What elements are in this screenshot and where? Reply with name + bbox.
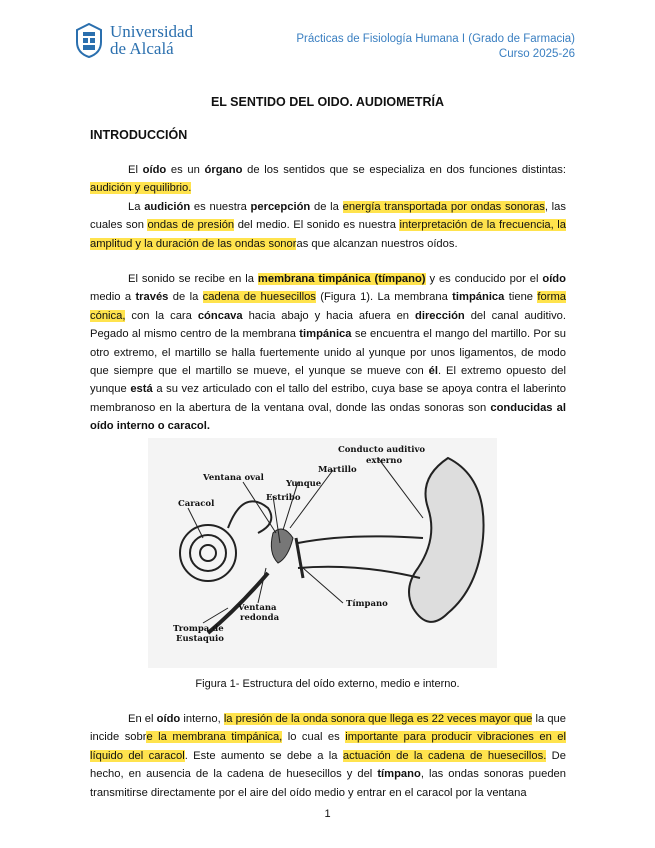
university-name-line2: de Alcalá (110, 39, 174, 58)
label-martillo: Martillo (318, 465, 357, 475)
ear-anatomy-figure (148, 438, 497, 668)
page-number: 1 (324, 808, 331, 820)
course-line: Prácticas de Fisiología Humana I (Grado de Farmacia) (296, 33, 575, 45)
paragraph-1: El oído es un órgano de los sentidos que se especializa en dos funciones distintas: audición y equilibrio. (90, 164, 566, 195)
label-ventana-redonda-2: redonda (240, 613, 280, 623)
label-externo: externo (366, 456, 403, 466)
label-trompa-2: Eustaquio (176, 634, 224, 644)
highlight: importante para producir vibraciones en el líquido del caracol (90, 731, 566, 762)
label-conducto: Conducto auditivo (338, 445, 426, 455)
paragraph-3-block (90, 270, 566, 436)
paragraph-4-block (90, 710, 566, 802)
label-caracol: Caracol (178, 499, 215, 509)
section-heading: INTRODUCCIÓN (90, 128, 188, 142)
label-timpano: Tímpano (346, 599, 388, 609)
highlight: energía transportada por ondas sonoras (342, 200, 545, 213)
highlight: membrana timpánica (tímpano) (257, 273, 426, 285)
document-title: EL SENTIDO DEL OIDO. AUDIOMETRÍA (210, 95, 445, 109)
highlight: e la membrana timpánica, (146, 731, 283, 744)
paragraph-3: El sonido se recibe en la membrana timpánica (tímpano) y es conducido por el oído medio a través de la cadena de huesecillos (Figura 1). La membrana timpánica tiene forma cónica, con la cara cóncava hacia abajo y hacia afuera en dirección del canal auditivo. Pegado al mismo centro de la membrana timpánica se encuentra el mango del martillo. Por su otro extremo, el martillo se halla fuertemente unido al yunque por unos ligamentos, de modo que siempre que el martillo se mueve, el yunque se mueve con él. El extremo opuesto del yunque está a su vez articulado con el tallo del estribo, cuya base se apoya contra el laberinto membranoso en la abertura de la ventana oval, donde las ondas sonoras son conducidas al oído interno o caracol. (90, 273, 567, 433)
paragraph-2: La audición es nuestra percepción de la energía transportada por ondas sonoras, las cuales son ondas de presión del medio. El sonido es nuestra interpretación de la frecuencia, la amplitud y la duración de las ondas sonoras que alcanzan nuestros oídos. (90, 200, 567, 250)
university-logo (74, 22, 193, 58)
figure-caption: Figura 1- Estructura del oído externo, medio e interno. (195, 678, 460, 690)
intro-paragraphs (90, 161, 566, 253)
course-header (296, 32, 575, 62)
highlight: forma cónica, (90, 291, 566, 322)
highlight: ondas de presión (147, 219, 235, 232)
label-ventana-oval: Ventana oval (203, 473, 264, 483)
highlight: audición y equilibrio. (90, 182, 192, 195)
highlight: cadena de huesecillos (202, 291, 316, 304)
label-ventana-redonda-1: Ventana (238, 603, 277, 613)
year-line: Curso 2025-26 (498, 48, 575, 60)
label-estribo: Estribo (266, 493, 301, 503)
label-trompa-1: Trompa de (173, 624, 224, 634)
highlight: actuación de la cadena de huesecillos. (342, 749, 547, 762)
university-name-line1: Universidad (110, 22, 194, 41)
highlight: interpretación de la frecuencia, la amplitud y la duración de las ondas sonor (90, 219, 567, 250)
paragraph-4: En el oído interno, la presión de la onda sonora que llega es 22 veces mayor que la que incide sobre la membrana timpánica, lo cual es importante para producir vibraciones en el líquido del caracol. Este aumento se debe a la actuación de la cadena de huesecillos. De hecho, en ausencia de la cadena de huesecillos y del tímpano, las ondas sonoras pueden transmitirse directamente por el aire del oído medio y entrar en el caracol por la ventana (90, 713, 566, 799)
university-seal-icon (74, 22, 104, 58)
label-yunque: Yunque (286, 479, 322, 489)
highlight: la presión de la onda sonora que llega es 22 veces mayor que (223, 713, 533, 725)
university-name (110, 23, 193, 57)
